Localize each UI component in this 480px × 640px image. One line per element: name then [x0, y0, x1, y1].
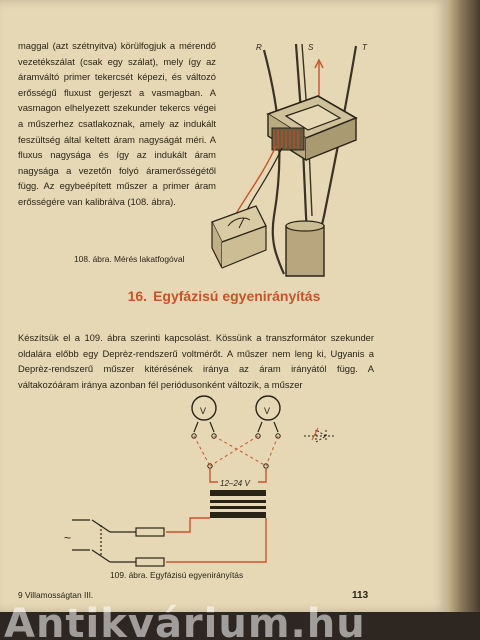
- section-title: Egyfázisú egyenirányítás: [153, 288, 321, 304]
- column-paragraph: maggal (azt szétnyitva) körülfogjuk a mérendő vezetékszálat (csak egy szálat), mely így az áramváltó primer tekercsét képezi, és változó erősségű fluxust gerjeszt a vasmagban. A vasmagon elhelyezett szekunder tekercs végei a műszerhez csatlakoznak, amely az indukált feszültség által keltett áram nagyságát méri. A fluxus nagysága és így az indukált áram nagysága a vezetőn folyó áramerősségétől függ. Az egybeépített műszer a primer áram erősségére van kalibrálva (108. ábra).: [18, 40, 216, 207]
- meter-left-label: V: [200, 406, 207, 416]
- ac-symbol: ~: [64, 531, 72, 545]
- figure-109-rectifier-circuit: [60, 392, 360, 582]
- label-t: T: [362, 43, 367, 52]
- fuse-top: [136, 528, 164, 536]
- diode-symbol: [304, 430, 336, 442]
- voltage-label: 12–24 V: [220, 479, 250, 488]
- figure-108-caption: 108. ábra. Mérés lakatfogóval: [74, 254, 185, 264]
- meter-left: [192, 396, 216, 432]
- section-heading: [0, 288, 448, 304]
- body-paragraph: Készítsük el a 109. ábra szerinti kapcsolást. Kössünk a transzformátor szekunder oldalára előbb egy Deprèz-rendszerű voltmérőt. A műszer nem leng ki, Ugyanis a Deprèz-rendszerű műszer kitérésének iránya az áram irányától függ. A váltakozóáram iránya azonban fél periódusonként változik, a műszer: [18, 332, 374, 390]
- double-pole-switch: [72, 520, 110, 562]
- secondary-coil: [272, 128, 304, 150]
- meter-right: [256, 396, 280, 432]
- watermark-text: Antikvárium.hu: [4, 604, 366, 640]
- cable-sheath: [286, 226, 324, 276]
- figure-109-caption: 109. ábra. Egyfázisú egyenirányítás: [110, 570, 244, 580]
- fuse-bottom: [136, 558, 164, 566]
- column-text: [18, 38, 216, 210]
- footer-signature: 9 Villamosságtan III.: [18, 590, 94, 600]
- section-number: 16.: [127, 288, 148, 304]
- label-r: R: [256, 43, 262, 52]
- label-s: S: [308, 43, 314, 52]
- page-edge: [448, 0, 480, 612]
- figure-108-clamp-meter: [206, 36, 406, 276]
- meter-body: [212, 206, 266, 268]
- transformer: [210, 490, 266, 518]
- meter-lead-1: [236, 146, 276, 214]
- meter-right-label: V: [264, 406, 271, 416]
- page-number: 113: [352, 590, 369, 601]
